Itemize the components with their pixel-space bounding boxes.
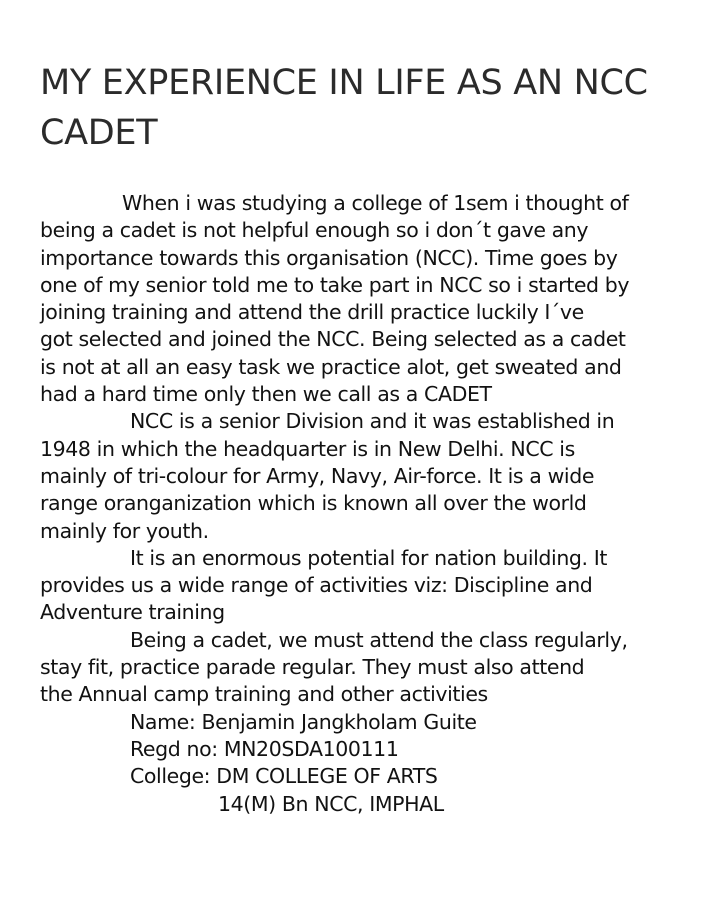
paragraph-4-line: the Annual camp training and other activities [40, 682, 488, 707]
paragraph-1-line: one of my senior told me to take part in NCC so i started by [40, 272, 630, 297]
signature-regd-no: Regd no: MN20SDA100111 [130, 736, 399, 761]
paragraph-1-line: is not at all an easy task we practice alot, get sweated and [40, 354, 622, 379]
signature-unit: 14(M) Bn NCC, IMPHAL [218, 791, 444, 816]
paragraph-3-line: It is an enormous potential for nation building. It [130, 545, 608, 570]
paragraph-1-line: joining training and attend the drill practice luckily I´ve [40, 300, 584, 325]
paragraph-2-line: 1948 in which the headquarter is in New Delhi. NCC is [40, 436, 575, 461]
paragraph-2-line: mainly of tri-colour for Army, Navy, Air-force. It is a wide [40, 463, 595, 488]
essay-body [40, 190, 719, 818]
paragraph-4-line: stay fit, practice parade regular. They must also attend [40, 655, 585, 680]
paragraph-1-line: When i was studying a college of 1sem i thought of [122, 191, 629, 215]
signature-college: College: DM COLLEGE OF ARTS [130, 764, 438, 789]
paragraph-1-line: importance towards this organisation (NCC). Time goes by [40, 245, 618, 270]
paragraph-3-line: provides us a wide range of activities viz: Discipline and [40, 573, 593, 598]
paragraph-1-line: being a cadet is not helpful enough so i don´t gave any [40, 218, 589, 243]
signature-name: Name: Benjamin Jangkholam Guite [130, 709, 477, 734]
paragraph-3-line: Adventure training [40, 600, 225, 625]
paragraph-4-line: Being a cadet, we must attend the class regularly, [130, 627, 628, 652]
essay-title: MY EXPERIENCE IN LIFE AS AN NCC CADET [40, 63, 648, 153]
paragraph-2-line: mainly for youth. [40, 518, 209, 543]
paragraph-1-line: had a hard time only then we call as a CADET [40, 382, 492, 407]
paragraph-1-line: got selected and joined the NCC. Being selected as a cadet [40, 327, 626, 352]
paragraph-2-line: range oranganization which is known all over the world [40, 491, 587, 516]
paragraph-2-line: NCC is a senior Division and it was established in [130, 409, 615, 434]
